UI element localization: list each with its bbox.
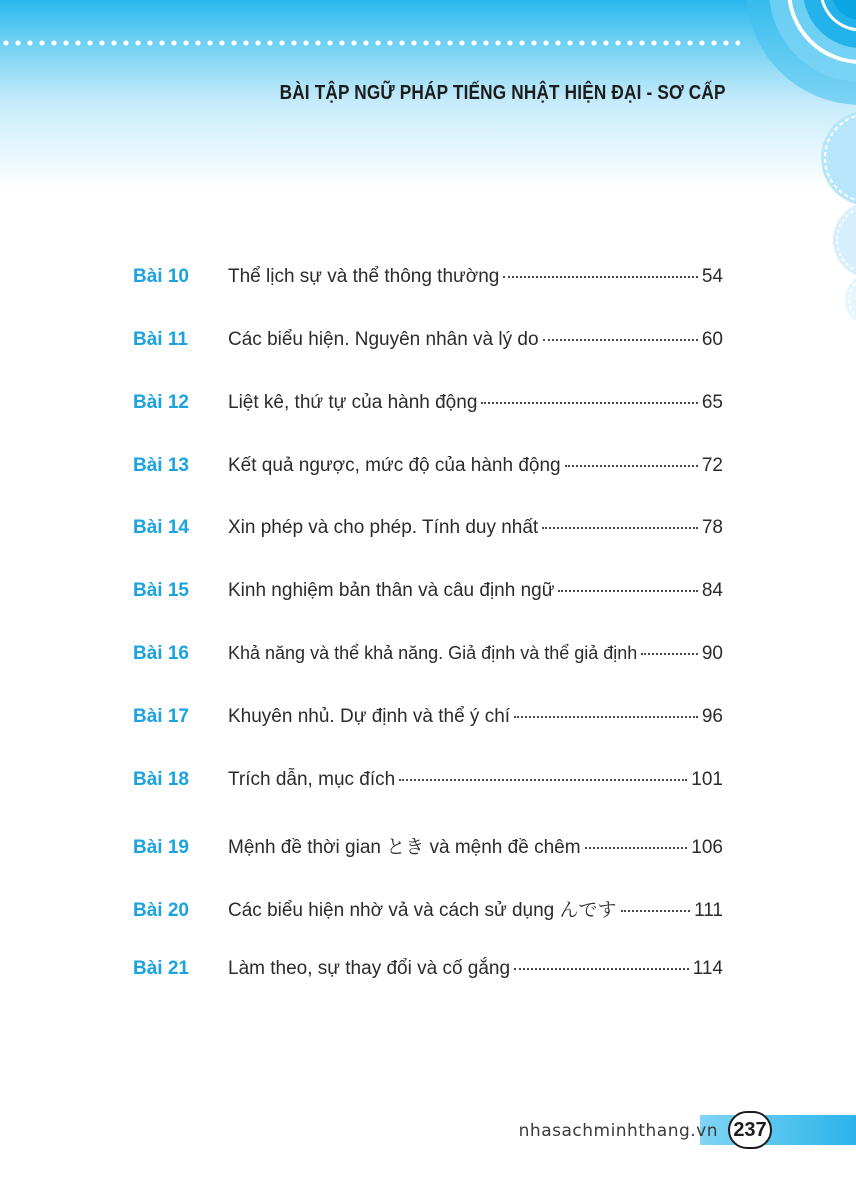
dot-leader: [542, 527, 698, 529]
lesson-number: Bài 16: [133, 643, 189, 664]
lesson-number: Bài 12: [133, 392, 189, 413]
lesson-number: Bài 15: [133, 580, 189, 601]
toc-row: [133, 643, 723, 673]
lesson-topic: Làm theo, sự thay đổi và cố gắng: [228, 958, 511, 979]
page-number: 90: [701, 643, 723, 664]
toc-row: [133, 580, 723, 610]
lesson-topic: Các biểu hiện nhờ vả và cách sử dụng んです: [228, 900, 617, 921]
circles-decoration: [721, 0, 856, 320]
toc-row: [133, 329, 723, 359]
toc-row: [133, 706, 723, 736]
dot-leader: [543, 339, 698, 341]
toc-row: [133, 832, 723, 862]
lesson-topic: Kinh nghiệm bản thân và câu định ngữ: [228, 580, 555, 601]
dot-leader: [641, 653, 698, 655]
dot-leader: [621, 910, 691, 912]
page-number: 114: [692, 958, 723, 979]
book-title: BÀI TẬP NGỮ PHÁP TIẾNG NHẬT HIỆN ĐẠI - SƠ CẤP: [279, 82, 726, 104]
footer-website: nhasachminhthang.vn: [518, 1121, 718, 1141]
lesson-topic: Xin phép và cho phép. Tính duy nhất: [228, 517, 539, 538]
dot-leader: [514, 716, 698, 718]
toc-row: [133, 769, 723, 799]
page-number: 111: [694, 900, 723, 921]
lesson-topic: Mệnh đề thời gian とき và mệnh đề chêm: [228, 837, 581, 858]
page-number: 106: [691, 837, 723, 858]
dot-leader: [565, 465, 698, 467]
page-number: 54: [701, 266, 723, 287]
toc-row: [133, 517, 723, 547]
lesson-number: Bài 17: [133, 706, 189, 727]
dot-leader: [585, 847, 688, 849]
lesson-topic: Khuyên nhủ. Dự định và thể ý chí: [228, 706, 511, 727]
page-number: 60: [701, 329, 723, 350]
page-number: 96: [701, 706, 723, 727]
toc-row: [133, 958, 723, 988]
lesson-number: Bài 13: [133, 455, 189, 476]
dot-leader: [481, 402, 697, 404]
lesson-number: Bài 14: [133, 517, 189, 538]
dot-leader: [399, 779, 687, 781]
dot-leader: [503, 276, 698, 278]
page-number-badge: 237: [728, 1111, 772, 1149]
lesson-topic: Thể lịch sự và thể thông thường: [228, 266, 500, 287]
lesson-number: Bài 19: [133, 837, 189, 858]
lesson-number: Bài 18: [133, 769, 189, 790]
lesson-topic: Khả năng và thể khả năng. Giả định và thể giả định: [228, 643, 638, 663]
lesson-topic: Liệt kê, thứ tự của hành động: [228, 392, 478, 413]
toc-row: [133, 266, 723, 296]
lesson-topic: Các biểu hiện. Nguyên nhân và lý do: [228, 329, 539, 350]
page-number: 84: [701, 580, 723, 601]
footer-bar: [700, 1115, 856, 1145]
lesson-number: Bài 21: [133, 958, 189, 979]
page-number: 72: [701, 455, 723, 476]
lesson-topic: Kết quả ngược, mức độ của hành động: [228, 455, 561, 476]
lesson-topic: Trích dẫn, mục đích: [228, 769, 396, 790]
dot-leader: [558, 590, 697, 592]
dot-leader: [514, 968, 689, 970]
page-number: 101: [691, 769, 723, 790]
toc-row: [133, 392, 723, 422]
page-number: 65: [701, 392, 723, 413]
toc-row: [133, 895, 723, 925]
lesson-number: Bài 20: [133, 900, 189, 921]
toc-row: [133, 455, 723, 485]
lesson-number: Bài 11: [133, 329, 188, 350]
lesson-number: Bài 10: [133, 266, 189, 287]
page-number: 78: [701, 517, 723, 538]
dotted-line-decoration: [0, 40, 740, 46]
